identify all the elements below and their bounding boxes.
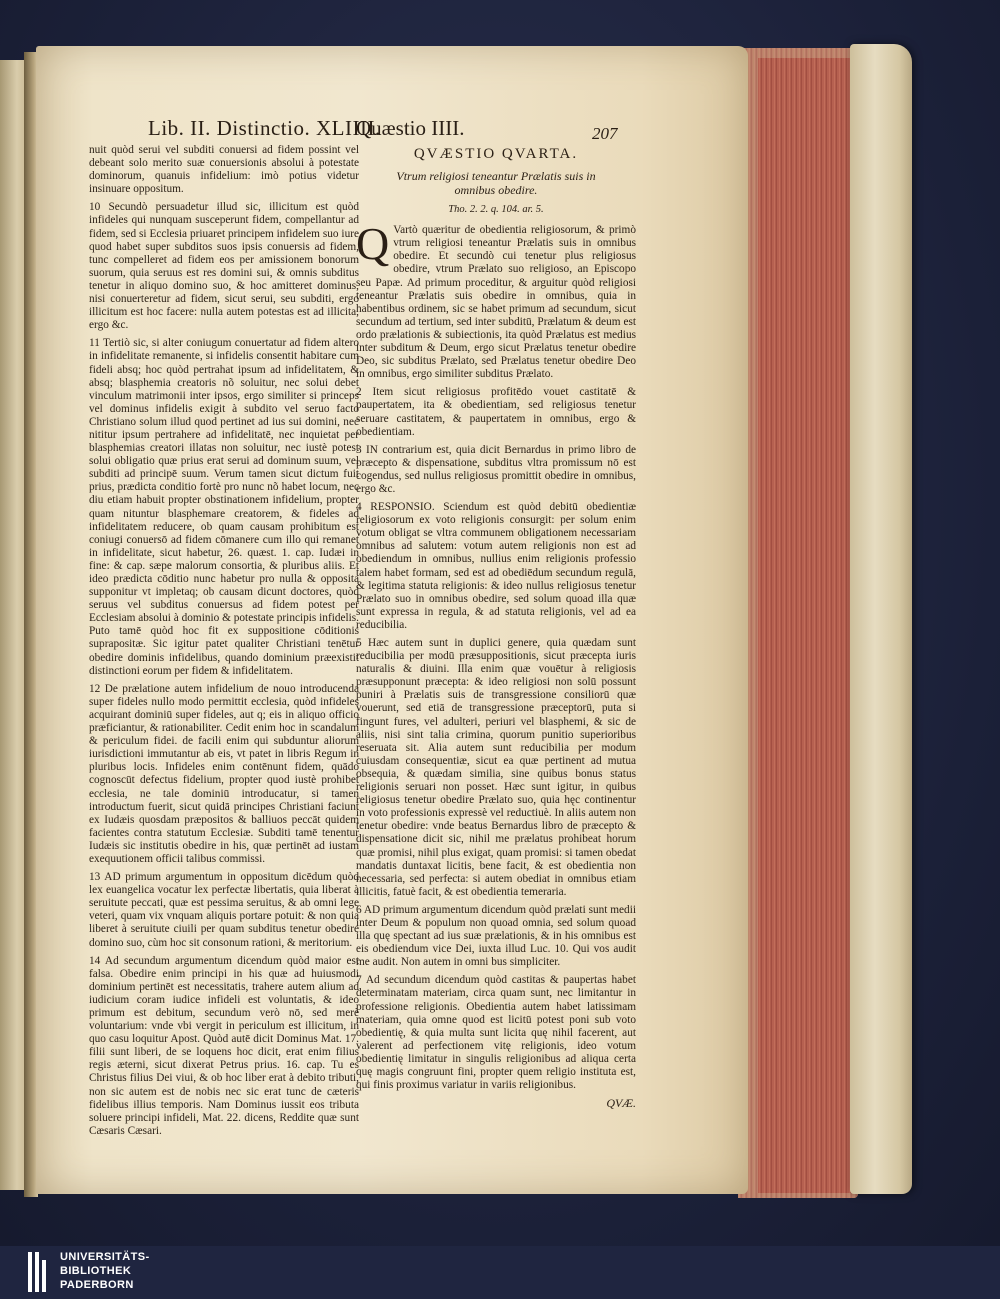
right-text-column bbox=[356, 146, 636, 1110]
opening-paragraph bbox=[356, 218, 636, 381]
paragraph: 3 IN contrarium est, quia dicit Bernardus in primo libro de præcepto & dispensatione, subditus vltra promissum nō est cogendus, sed nullus religiosus promittit obedire in omnibus, ergo &c. bbox=[356, 443, 636, 495]
paragraph: 14 Ad secundum argumentum dicendum quòd maior est falsa. Obedire enim principi in his quæ ad huiusmodi dominium pertinēt est necessitatis, trahere autem alium ad iudicium coram iudice infideli est voluntatis, & ideo primum est debitum, secundum verò nō, sed merè voluntarium: vnde vbi vergit in periculum est illicitum, in quo casu loquitur Apost. Quòd autē dicit Dominus Mat. 17. filii sunt liberi, de se loquens hoc dicit, erat enim filius regis æterni, sicut dixerat Petrus prius. 16. cap. Tu es Christus filius Dei viui, & ob hoc liber erat à debito tributi, non sic autem est de nobis nec sic erat tunc de cæteris fidelibus illius temporis. Nam Dominus iussit eos tributa soluere principi infideli, Mat. 22. dicens, Reddite quæ sunt Cæsaris Cæsari. bbox=[89, 954, 359, 1137]
paragraph: 5 Hæc autem sunt in duplici genere, quia quædam sunt reducibilia per modū præsuppositionis, sicut præcepta iuris naturalis & diuini. Illa enim quæ vouētur à religiosis præsupponunt præcepta: & ideo religiosi non solū possunt puniri à Prælatis suis de transgressione consiliorū quæ vouerunt, sed etiā de transgressione præceptorū, puta si fingunt fures, vel adulteri, periuri vel blasphemi, & sic de aliis, nisi sint talia crimina, quorum punitio superioribus reseruata sit. Alia autem sunt reducibilia per modum cuiusdam consequentiæ, sicut ea quæ pertinent ad mutua obsequia, & quædam similia, sine quibus bonus status religionis seruari non posset. Hæc sunt igitur, in quibus religiosus tenetur obedire Prælato suo, quia hęc continentur in voto professionis expressè vel reductiuè. In aliis autem non tenetur obedire: vnde beatus Bernardus libro de præcepto & dispensatione dicit sic, nihil me prælatus prohibeat horum quæ promisi, nihil plus exigat, quam promisi: si tamen obedat mandatis duntaxat licitis, bene facit, & est obedientia non necessaria, sed perfecta: si autem obediat in omnibus etiam illicitis, fatuè facit, & est obedientia temeraria. bbox=[356, 637, 636, 898]
library-logo-icon bbox=[28, 1252, 50, 1292]
book-page bbox=[36, 46, 748, 1194]
paragraph: 6 AD primum argumentum dicendum quòd prælati sunt medii inter Deum & populum non quoad omnia, sed solum quoad illa quę spectant ad ius suæ prælationis, & in his omnibus est eis obediendum vice Dei, iuxta illud Luc. 10. Qui vos audit me audit. Non autem in omni bus simpliciter. bbox=[356, 903, 636, 969]
paragraph: 13 AD primum argumentum in oppositum dicēdum quòd lex euangelica vocatur lex perfectæ libertatis, quia liberat à seruitute peccati, quæ est pessima seruitus, & ab omni lege veteri, quam vix vnquam aliquis portare potuit: & non quia liberet à seruitute ciuili per quam subditus tenetur obedire domino suo, cùm hoc sit consonum rationi, & meritorium. bbox=[89, 871, 359, 949]
folio-number: 207 bbox=[592, 124, 618, 143]
paragraph: 10 Secundò persuadetur illud sic, illicitum est quòd infideles qui nunquam susceperunt fidem, compellantur ad fidem, sed si Ecclesia priuaret principem infidelem suo iure quod habet super subditos suos ipsis conuersis ad fidem, tunc compelleret ad fidem eos per amissionem bonorum suorum, quia seruus est res domini sui, & omnis subditus tenetur in aliquo domino suo, & hoc amitteret dominus, nisi conuerteretur ad fidem, sicut serui, seu subditi, ergo illicitum est hoc facere: nulla autem potestas est ad illicita, ergo &c. bbox=[89, 201, 359, 332]
vellum-cover-edge bbox=[850, 44, 912, 1194]
library-footer bbox=[0, 1246, 1000, 1299]
question-title: QVÆSTIO QVARTA. bbox=[413, 146, 579, 162]
paragraph: 11 Tertiò sic, si alter coniugum conuertatur ad fidem altero in infidelitate remanente, si infidelis consentit habitare cum fideli absq; hoc quòd pertrahat ipsum ad infidelitatem, & absq; blasphemia creatoris nõ soluitur, nec solui debet vinculum matrimonii inter ipsos, ergo similiter si princeps vel dominus infidelis exigit à subdito vel seruo facto Christiano solum illud quod pertinet ad ius sui domini, nec nititur ipsum pertrahere ad infidelitatē, nec inquietat per blasphemias creatori illatas non soluitur, nec iustè potest solui obligatio quæ prius erat serui ad dominum suum, vel subditi ad principē suum. Verum tamen sicut dictum fuit prius, prædicta conditio fortè pro nunc nõ habet locum, nec diu etiam habuit propter obstinationem infidelium, propter quam nituntur blasphemare creatorem, & fideles ad infidelitatem reducere, ob quam causam prohibitum est coniugi conuersō ad fidem cōmanere cum illo qui remanet in infidelitate, sicut habetur, 26. quæst. 1. cap. Iudæi in fine: & cap. sæpe malorum consortia, & pluribus aliis. Et ideo prædicta cōditio nunc habetur pro nulla & opposita supponitur vt impletaq; ob causam dicunt doctores, quòd seruus vel subditus conuersus ad fidem potest per Ecclesiam absolui à dominio & potestate principis infidelis. Puto tamē quòd hoc fit ex suppositione cōditionis suprapositæ. Sic igitur patet qualiter Christiani tenētur obedire dominis infidelibus, quando dominium præexistit distinctioni eorum per fidem & infidelitatem. bbox=[89, 337, 359, 677]
paragraph: 2 Item sicut religiosus profitēdo vouet castitatē & paupertatem, ita & obedientiam, sed religiosus tenetur seruare castitatem, & paupertatem in omnibus, ergo & obedientiam. bbox=[356, 386, 636, 438]
paragraph: 7 Ad secundum dicendum quòd castitas & paupertas habet determinatam materiam, circa quam sunt, nec limitantur in professione religionis. Obedientia autem habet latissimam materiam, quia omne quod est licitū potest poni sub voto obedientię, & quia multa sunt licita quę nihil facerent, aut valerent ad perfectionem vitę religionis, ideo votum obedientię limitatur in singulis religionibus ad aliqua certa quę magis congruunt fini, propter quem religio instituta est, qui finis proximus variatur in variis religionibus. bbox=[356, 974, 636, 1092]
drop-cap: Q bbox=[356, 218, 390, 270]
paragraph: nuit quòd serui vel subditi conuersi ad fidem possint vel debeant solo merito suæ conuersionis absolui à potestate dominorum, quanuis infidelium: imò potius videtur insinuare oppositum. bbox=[89, 144, 359, 196]
paragraph: 12 De prælatione autem infidelium de nouo introducenda super fideles nullo modo permittit ecclesia, quòd infideles acquirant dominiū super fideles, aut q; eis in aliquo officio præficiantur, & rationabiliter. Cedit enim hoc in scandalum & periculum fidei. de facili enim qui subduntur aliorum iurisdictioni immutantur ab eis, vt patet in libris Regum in pluribus locis. Infideles enim contēnunt fidem, quādo cognoscūt defectus fidelium, propter quod iustè prohibet ecclesia, ne tale dominiū introducatur, si tamen introductum fuerit, sicut quidā principes Christiani faciunt ex Iudæis quosdam præpositos & balliuos peccāt quidem facientes contra statutum Ecclesiæ. Subditi tamē tenentur Iudæis sic institutis obedire in his, quæ pertinēt ad iustam exequutionem officii talibus commissi. bbox=[89, 682, 359, 865]
running-head-question: Quæstio IIII. bbox=[356, 116, 465, 140]
red-page-edges bbox=[758, 58, 854, 1193]
library-name-line1: UNIVERSITÄTS- bbox=[60, 1251, 150, 1263]
left-text-column bbox=[89, 144, 359, 1143]
paragraph: 4 RESPONSIO. Sciendum est quòd debitū obedientiæ religiosorum ex voto religionis consurgit: per solum enim votum obligat se vltra communem obligationem necessariam omnibus ad salutem: votum autem religionis non est ad obediendum in omnibus, nullius enim religionis professio talem habet formam, sed est ad obediēdum secundum regulā, & legitima statuta religionis: & ideo nullus religiosus tenetur Prælato suo in omnibus obedire, sed solum quoad illa quæ sunt expressa in regula, & ad statuta religionis, vel ad ea reducibilia. bbox=[356, 501, 636, 631]
reference-note: Tho. 2. 2. q. 104. ar. 5. bbox=[448, 204, 544, 216]
library-name-line3: PADERBORN bbox=[60, 1279, 134, 1291]
running-head-left: Lib. II. Distinctio. XLIIII. bbox=[148, 116, 381, 140]
catchword: QVÆ. bbox=[606, 1096, 636, 1111]
paragraph-text: Vartò quæritur de obedientia religiosorum, & primò vtrum religiosi teneantur Prælatis suis in omnibus obedire. Et secundò cui tenetur plus religiosus obedire, vtrum Prælato suo religioso, an Episcopo seu Papæ. Ad primum proceditur, & arguitur quòd religiosi teneantur Prælatis suis obedire in omnibus, quia in habentibus ordinem, sic se habet primum ad secundum, sicut secundum ad tertium, sed inter subditū, Prælatum & deum est ordo prælationis & subiectionis, ita quòd Prælatus est medius inter subditum & Deum, ergo sicut Prælatus tenetur obedire Deo, sic subditus Prælato, sed Prælatus tenetur obedire Deo in omnibus, ergo similiter subditus Prælato. bbox=[356, 224, 636, 381]
library-name-line2: BIBLIOTHEK bbox=[60, 1265, 132, 1277]
question-subtitle: Vtrum religiosi teneantur Prælatis suis in omnibus obedire. bbox=[396, 169, 596, 198]
